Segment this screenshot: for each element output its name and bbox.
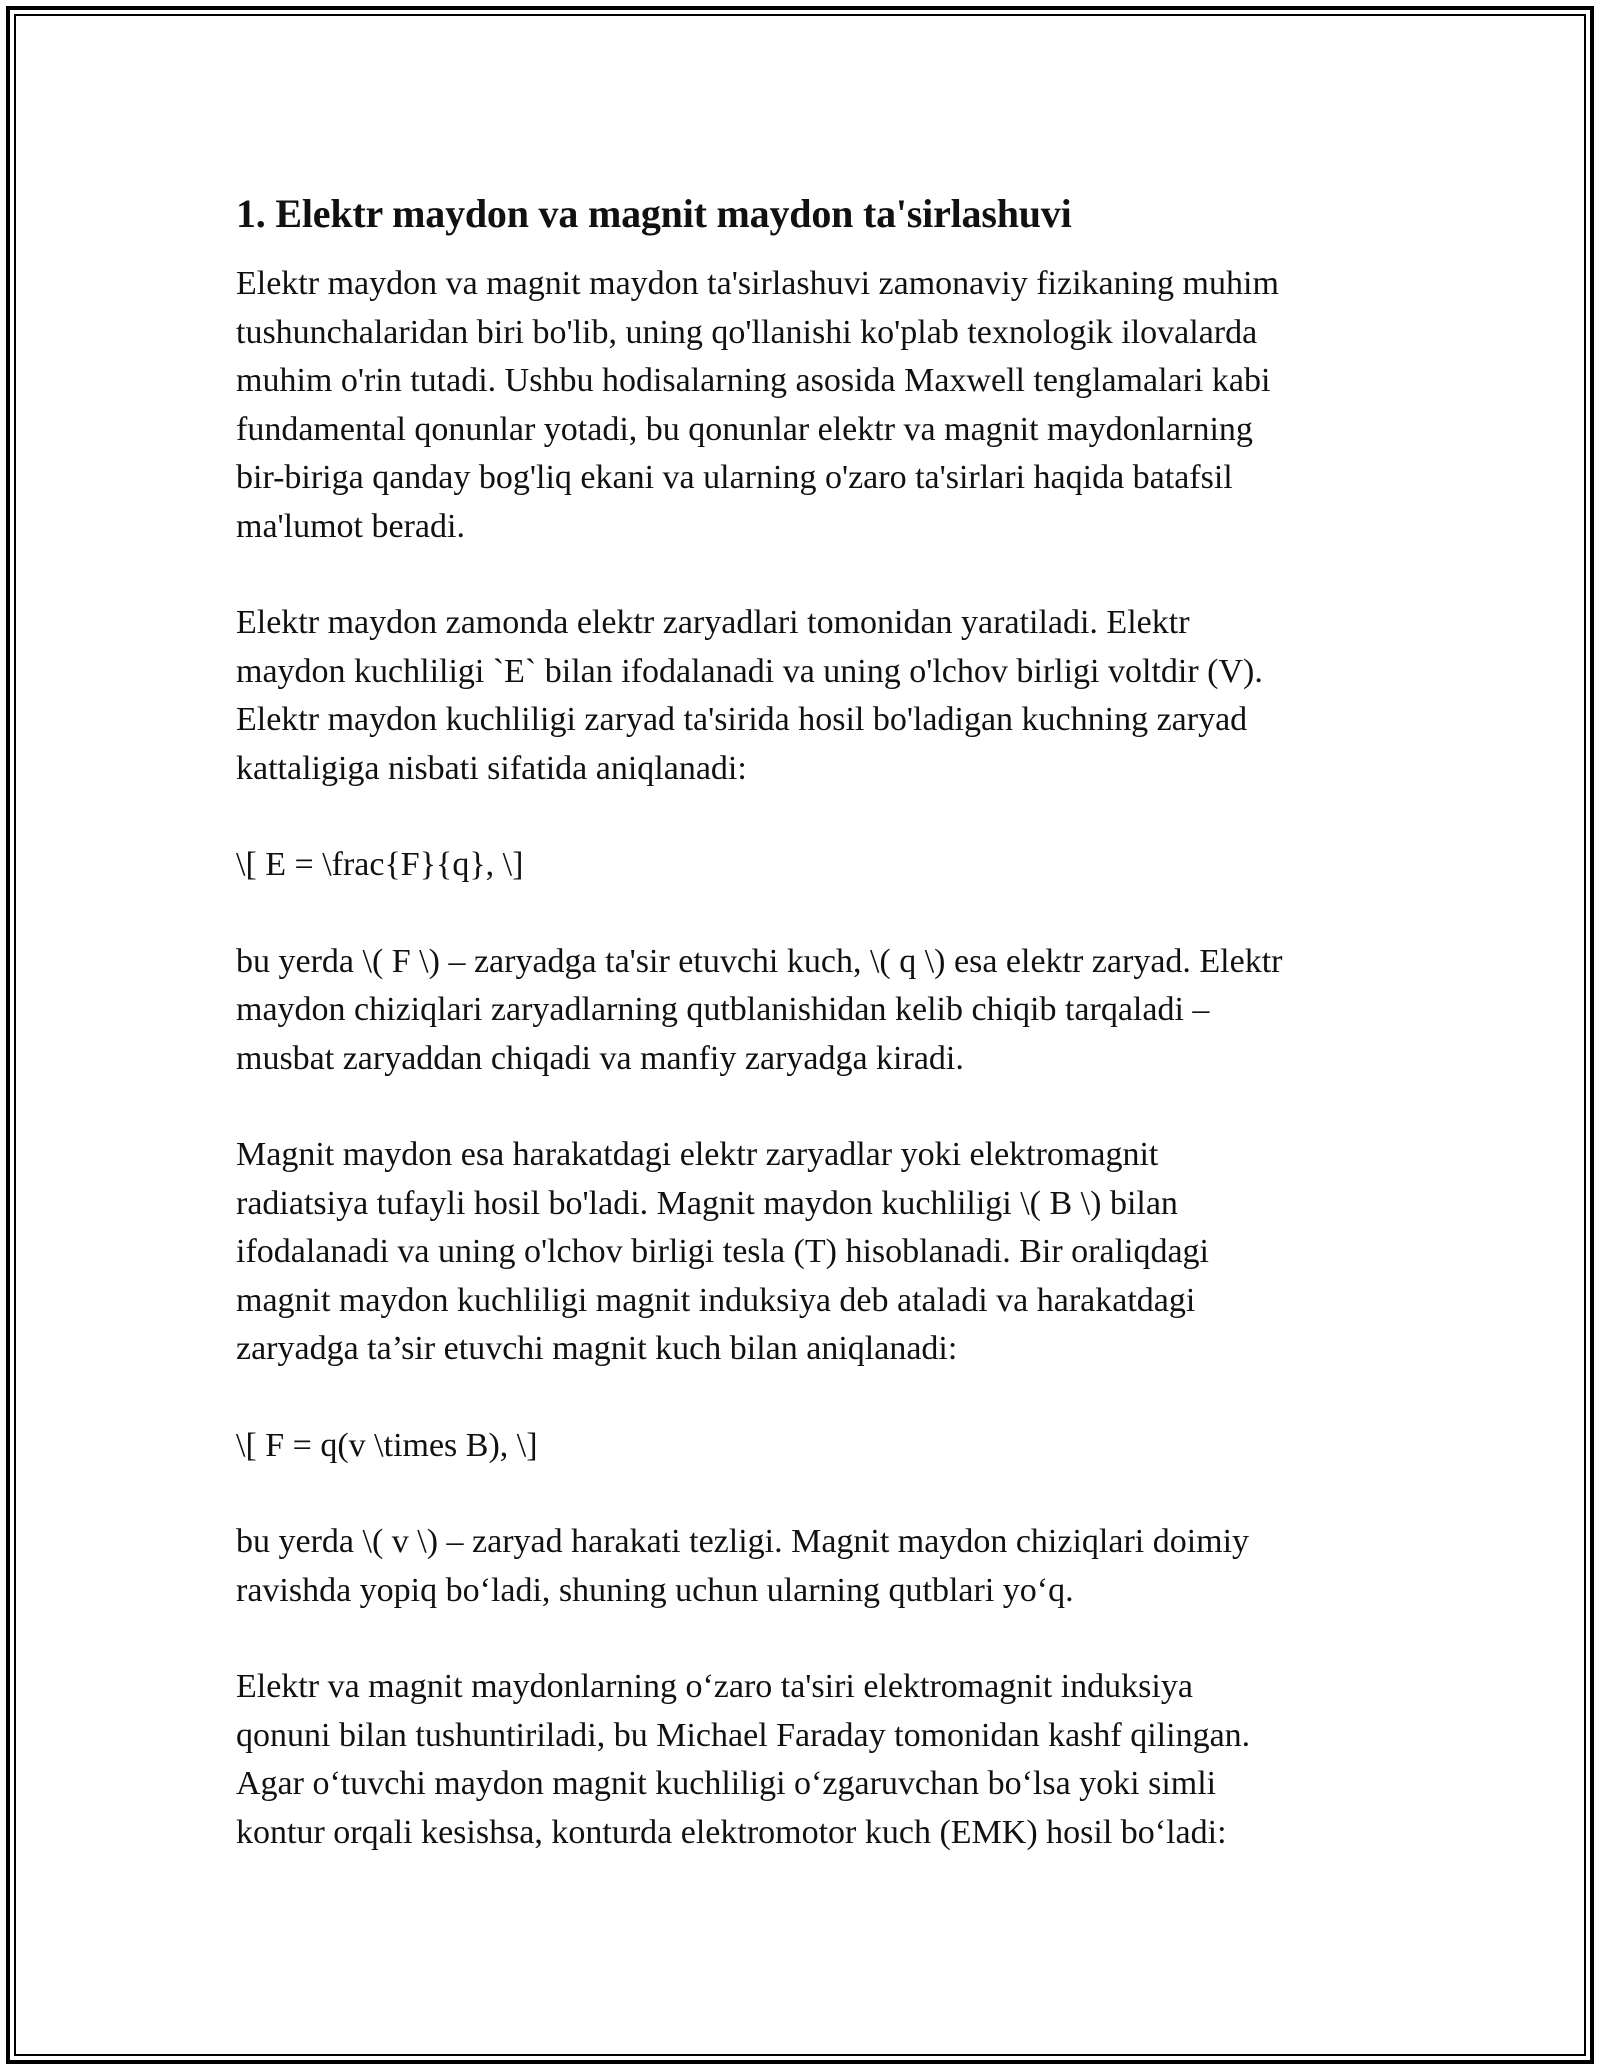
paragraph-magnetic-field-lines: bu yerda \( v \) – zaryad harakati tezligi. Magnit maydon chiziqlari doimiy ravishda yopiq bo‘ladi, shuning uchun ularning qutblari yo‘q. <box>236 1523 1250 1609</box>
paragraph-electric-field-lines: bu yerda \( F \) – zaryadga ta'sir etuvchi kuch, \( q \) esa elektr zaryad. Elektr maydon chiziqlari zaryadlarning qutblanishidan kelib chiqib tarqaladi – musbat zaryaddan chiqadi va manfiy zaryadga kiradi. <box>236 942 1283 1077</box>
document-body <box>236 186 1376 1905</box>
formula-magnetic-force: \[ F = q(v \times B), \] <box>236 1426 538 1464</box>
paragraph-electric-field: Elektr maydon zamonda elektr zaryadlari tomonidan yaratiladi. Elektr maydon kuchliligi `E` bilan ifodalanadi va uning o'lchov birligi voltdir (V). Elektr maydon kuchliligi zaryad ta'sirida hosil bo'ladigan kuchning zaryad kattaligiga nisbati sifatida aniqlanadi: <box>236 604 1263 787</box>
formula-electric-field: \[ E = \frac{F}{q}, \] <box>236 846 524 883</box>
paragraph-magnetic-field: Magnit maydon esa harakatdagi elektr zaryadlar yoki elektromagnit radiatsiya tufayli hosil bo'ladi. Magnit maydon kuchliligi \( B \) bilan ifodalanadi va uning o'lchov birligi tesla (T) hisoblanadi. Bir oraliqdagi magnit maydon kuchliligi magnit induksiya deb ataladi va harakatdagi zaryadga ta’sir etuvchi magnit kuch bilan aniqlanadi: <box>236 1136 1210 1367</box>
paragraph-electromagnetic-induction: Elektr va magnit maydonlarning o‘zaro ta'siri elektromagnit induksiya qonuni bilan tushuntiriladi, bu Michael Faraday tomonidan kashf qilingan. Agar o‘tuvchi maydon magnit kuchliligi o‘zgaruvchan bo‘lsa yoki simli kontur orqali kesishsa, konturda elektromotor kuch (EMK) hosil bo‘ladi: <box>236 1668 1251 1851</box>
paragraph-intro: Elektr maydon va magnit maydon ta'sirlashuvi zamonaviy fizikaning muhim tushunchalaridan biri bo'lib, uning qo'llanishi ko'plab texnologik ilovalarda muhim o'rin tutadi. Ushbu hodisalarning asosida Maxwell tenglamalari kabi fundamental qonunlar yotadi, bu qonunlar elektr va magnit maydonlarning bir-biriga qanday bog'liq ekani va ularning o'zaro ta'sirlari haqida batafsil ma'lumot beradi. <box>236 265 1279 545</box>
section-heading: 1. Elektr maydon va magnit maydon ta'sirlashuvi <box>236 191 1072 236</box>
